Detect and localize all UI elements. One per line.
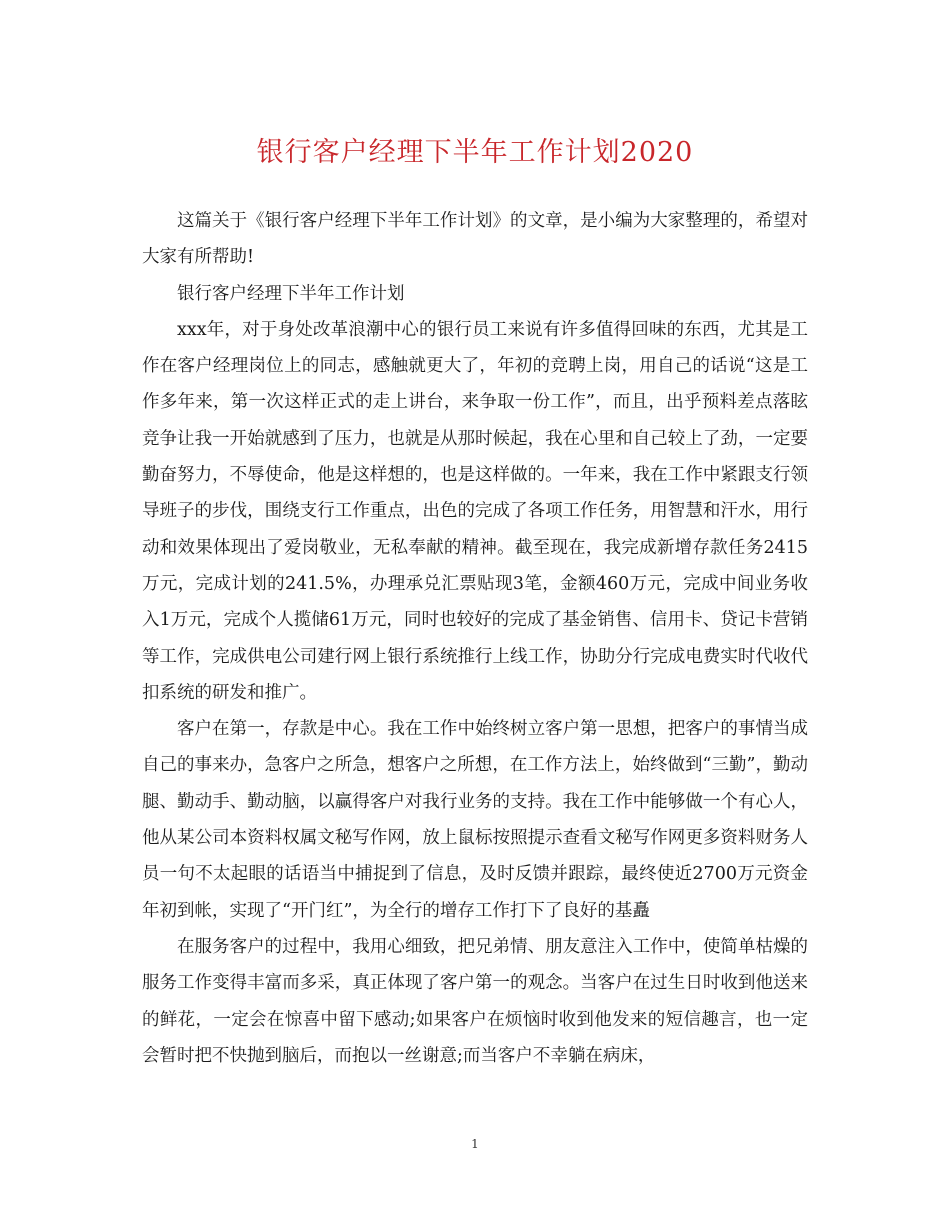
subtitle-paragraph: 银行客户经理下半年工作计划 [177,283,405,304]
body-paragraph: 客户在第一，存款是中心。我在工作中始终树立客户第一思想，把客户的事情当成自己的事来办，急客户之所急，想客户之所想，在工作方法上，始终做到“三勤”，勤动腿、勤动手、勤动脑，以赢得客户对我行业务的支持。我在工作中能够做一个有心人，他从某公司本资料权属文秘写作网，放上鼠标按照提示查看文秘写作网更多资料财务人员一句不太起眼的话语当中捕捉到了信息，及时反馈并跟踪，最终使近2700万元资金年初到帐，实现了“开门红”，为全行的增存工作打下了良好的基矗 [142,719,808,921]
page-number: 1 [471,1137,479,1151]
document-body [142,203,808,1074]
body-paragraph: xxx年，对于身处改革浪潮中心的银行员工来说有许多值得回味的东西，尤其是工作在客户经理岗位上的同志，感触就更大了，年初的竞聘上岗，用自己的话说“这是工作多年来，第一次这样正式的走上讲台，来争取一份工作”，而且，出乎预料差点落眩竞争让我一开始就感到了压力，也就是从那时候起，我在心里和自己较上了劲，一定要勤奋努力，不辱使命，他是这样想的，也是这样做的。一年来，我在工作中紧跟支行领导班子的步伐，围绕支行工作重点，出色的完成了各项工作任务，用智慧和汗水，用行动和效果体现出了爱岗敬业，无私奉献的精神。截至现在，我完成新增存款任务2415万元，完成计划的241.5%，办理承兑汇票贴现3笔，金额460万元，完成中间业务收入1万元，完成个人揽储61万元，同时也较好的完成了基金销售、信用卡、贷记卡营销等工作，完成供电公司建行网上银行系统推行上线工作，协助分行完成电费实时代收代扣系统的研发和推广。 [142,319,808,703]
intro-paragraph: 这篇关于《银行客户经理下半年工作计划》的文章，是小编为大家整理的，希望对大家有所帮助! [142,211,808,268]
body-paragraph: 在服务客户的过程中，我用心细致，把兄弟情、朋友意注入工作中，使简单枯燥的服务工作变得丰富而多采，真正体现了客户第一的观念。当客户在过生日时收到他送来的鲜花，一定会在惊喜中留下感动;如果客户在烦恼时收到他发来的短信趣言，也一定会暂时把不快抛到脑后，而抱以一丝谢意;而当客户不幸躺在病床， [142,936,808,1066]
document-title: 银行客户经理下半年工作计划2020 [256,137,694,168]
